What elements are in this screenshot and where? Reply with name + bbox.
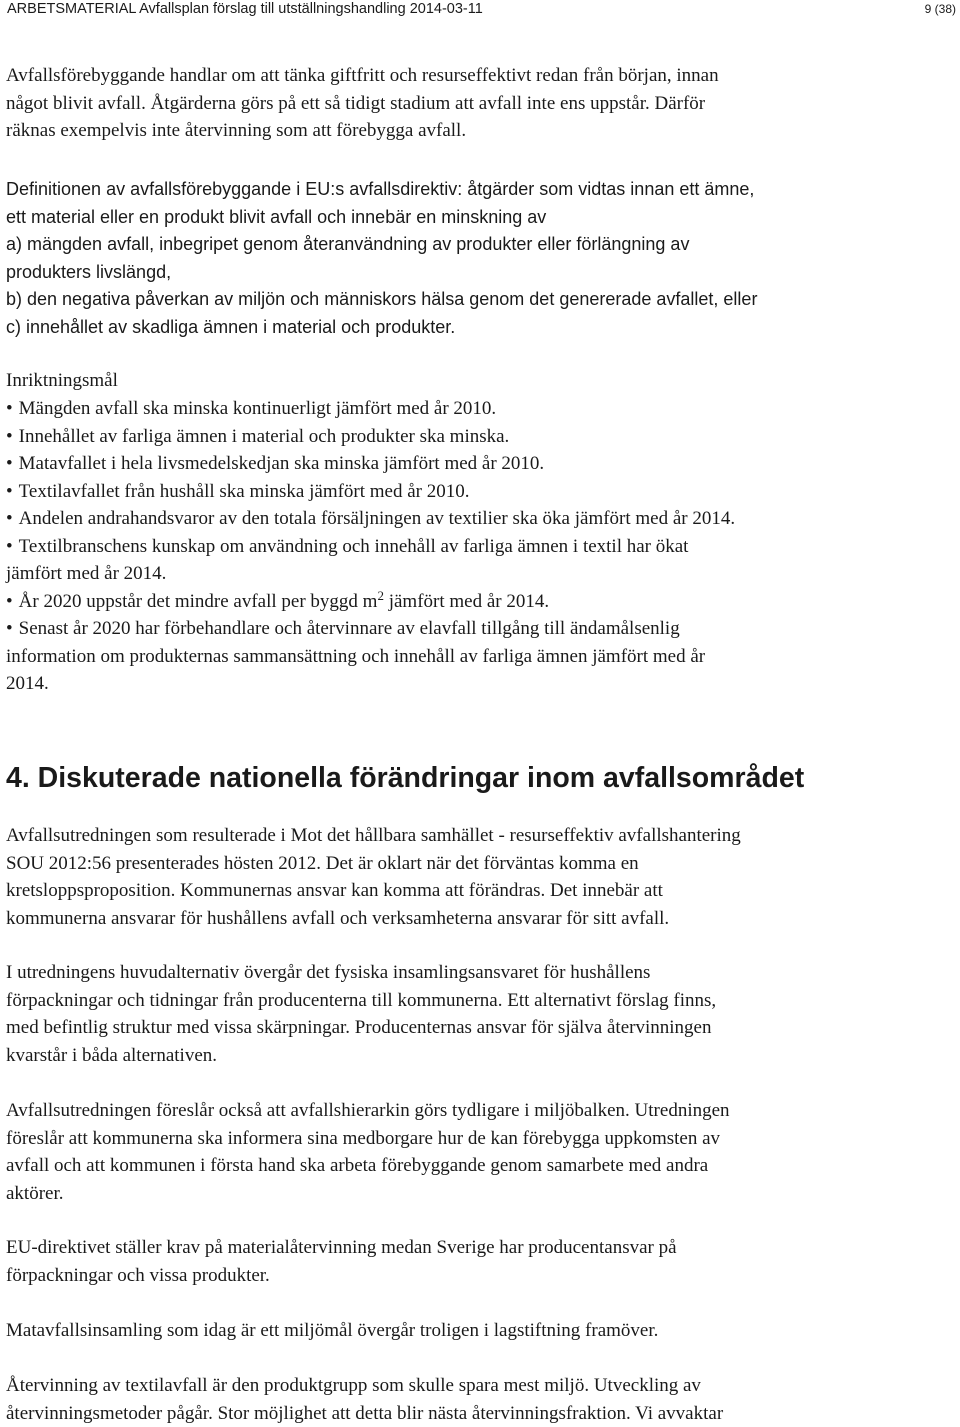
list-item: • Textilavfallet från hushåll ska minska jämfört med år 2010. <box>6 478 956 506</box>
list-item: • Senast år 2020 har förbehandlare och återvinnare av elavfall tillgång till ändamålsenlig information om produkternas sammansättning och innehåll av farliga ämnen jämfört med år 2014. <box>6 615 956 698</box>
superscript: 2 <box>377 587 384 603</box>
page-header <box>0 0 960 20</box>
list-item: • År 2020 uppstår det mindre avfall per byggd $m^2$ jämfört med år 2014. <box>6 588 956 616</box>
section-paragraph-1: Avfallsutredningen som resulterade i Mot det hållbara samhället - resurseffektiv avfallshantering SOU 2012:56 presenterades hösten 2012. Det är oklart när det förväntas komma en kretsloppsproposition. Kommunernas ansvar kan komma att förändras. Det innebär att kommunerna ansvarar för hushållens avfall och verksamheterna ansvarar för sitt avfall. <box>6 825 741 929</box>
section-heading: 4. Diskuterade nationella förändringar inom avfallsområdet <box>6 762 805 794</box>
document-title: ARBETSMATERIAL Avfallsplan förslag till utställningshandling 2014-03-11 <box>7 1 483 17</box>
section-paragraph-4: EU-direktivet ställer krav på materialåtervinning medan Sverige har producentansvar på förpackningar och vissa produkter. <box>6 1237 677 1286</box>
goals-list <box>6 395 956 698</box>
list-item: • Matavfallet i hela livsmedelskedjan ska minska jämfört med år 2010. <box>6 450 956 478</box>
list-item: • Innehållet av farliga ämnen i material och produkter ska minska. <box>6 423 956 451</box>
section-paragraph-3: Avfallsutredningen föreslår också att avfallshierarkin görs tydligare i miljöbalken. Utredningen föreslår att kommunerna ska informera sina medborgare hur de kan förebygga uppkomsten av avfall och att kommunen i första hand ska arbeta förebyggande genom samarbete med andra aktörer. <box>6 1100 730 1204</box>
list-item: • Andelen andrahandsvaror av den totala försäljningen av textilier ska öka jämfört med år 2014. <box>6 505 956 533</box>
page-number: 9 (38) <box>924 2 956 16</box>
section-paragraph-5: Matavfallsinsamling som idag är ett miljömål övergår troligen i lagstiftning framöver. <box>6 1320 659 1341</box>
list-item: • Textilbranschens kunskap om användning och innehåll av farliga ämnen i textil har ökat jämfört med år 2014. <box>6 533 956 588</box>
definition-paragraph: Definitionen av avfallsförebyggande i EU:s avfallsdirektiv: åtgärder som vidtas innan ett ämne, ett material eller en produkt blivit avfall och innebär en minskning av a) mängden avfall, inbegripet genom återanvändning av produkter eller förlängning av produkters livslängd, b) den negativa påverkan av miljön och människors hälsa genom det genererade avfallet, eller c) innehållet av skadliga ämnen i material och produkter. <box>6 179 758 337</box>
list-item: • Mängden avfall ska minska kontinuerligt jämfört med år 2010. <box>6 395 956 423</box>
section-paragraph-2: I utredningens huvudalternativ övergår det fysiska insamlingsansvaret för hushållens förpackningar och tidningar från producenterna till kommunerna. Ett alternativt förslag finns, med befintlig struktur med vissa skärpningar. Producenternas ansvar för själva återvinningen kvarstår i båda alternativen. <box>6 962 717 1066</box>
intro-paragraph: Avfallsförebyggande handlar om att tänka giftfritt och resurseffektivt redan från början, innan något blivit avfall. Åtgärderna görs på ett så tidigt stadium att avfall inte ens uppstår. Därför räknas exempelvis inte återvinning som att förebygga avfall. <box>6 65 719 141</box>
section-paragraph-6: Återvinning av textilavfall är den produktgrupp som skulle spara mest miljö. Utveckling av återvinningsmetoder pågår. Stor möjlighet att detta blir nästa återvinningsfraktion. Vi avvaktar <box>6 1375 724 1424</box>
goals-heading: Inriktningsmål <box>6 370 118 391</box>
